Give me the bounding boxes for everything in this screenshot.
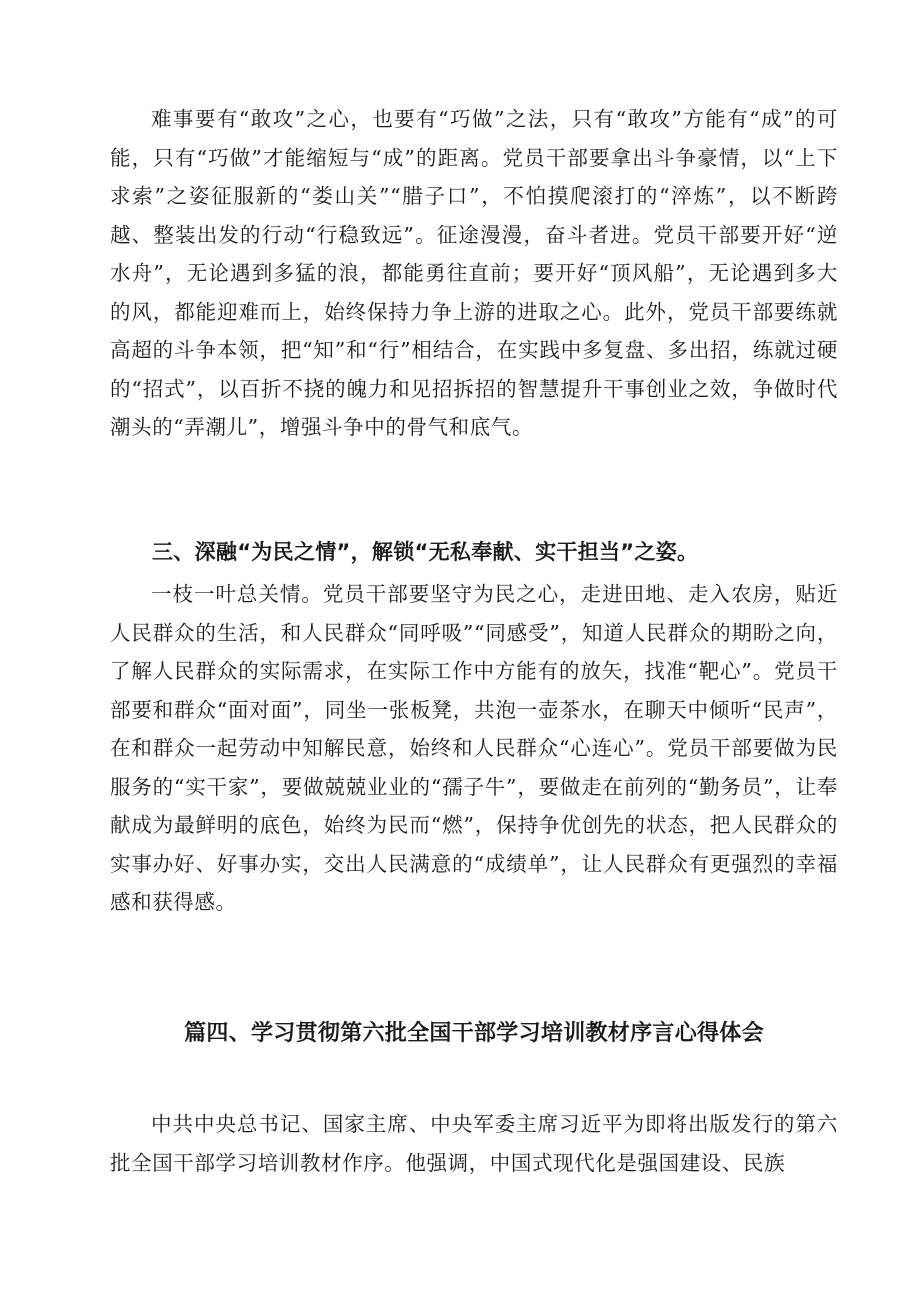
article-title: 篇四、学习贯彻第六批全国干部学习培训教材序言心得体会: [184, 1021, 764, 1046]
body-paragraph: 一枝一叶总关情。党员干部要坚守为民之心，走进田地、走入农房，贴近人民群众的生活，和人民群众“同呼吸”“同感受”，知道人民群众的期盼之向，了解人民群众的实际需求，在实际工作中方能有的放矢，找准“靶心”。党员干部要和群众“面对面”，同坐一张板凳，共泡一壶茶水，在聊天中倾听“民声”，在和群众一起劳动中知解民意，始终和人民群众“心连心”。党员干部要做为民服务的“实干家”，要做兢兢业业的“孺子牛”，要做走在前列的“勤务员”，让奉献成为最鲜明的底色，始终为民而“燃”，保持争优创先的状态，把人民群众的实事办好、好事办实，交出人民满意的“成绩单”，让人民群众有更强烈的幸福感和获得感。: [110, 582, 838, 914]
section-heading: 三、深融“为民之情”，解锁“无私奉献、实干担当”之姿。: [152, 540, 699, 564]
body-paragraph: 难事要有“敢攻”之心，也要有“巧做”之法，只有“敢攻”方能有“成”的可能，只有“巧做”才能缩短与“成”的距离。党员干部要拿出斗争豪情，以“上下求索”之姿征服新的“娄山关”“腊子口”，不怕摸爬滚打的“淬炼”，以不断跨越、整装出发的行动“行稳致远”。征途漫漫，奋斗者进。党员干部要开好“逆水舟”，无论遇到多猛的浪，都能勇往直前；要开好“顶风船”，无论遇到多大的风，都能迎难而上，始终保持力争上游的进取之心。此外，党员干部要练就高超的斗争本领，把“知”和“行”相结合，在实践中多复盘、多出招，练就过硬的“招式”，以百折不挠的魄力和见招拆招的智慧提升干事创业之效，争做时代潮头的“弄潮儿”，增强斗争中的骨气和底气。: [110, 107, 838, 439]
body-paragraph: 中共中央总书记、国家主席、中央军委主席习近平为即将出版发行的第六批全国干部学习培训教材作序。他强调，中国式现代化是强国建设、民族: [110, 1112, 838, 1175]
